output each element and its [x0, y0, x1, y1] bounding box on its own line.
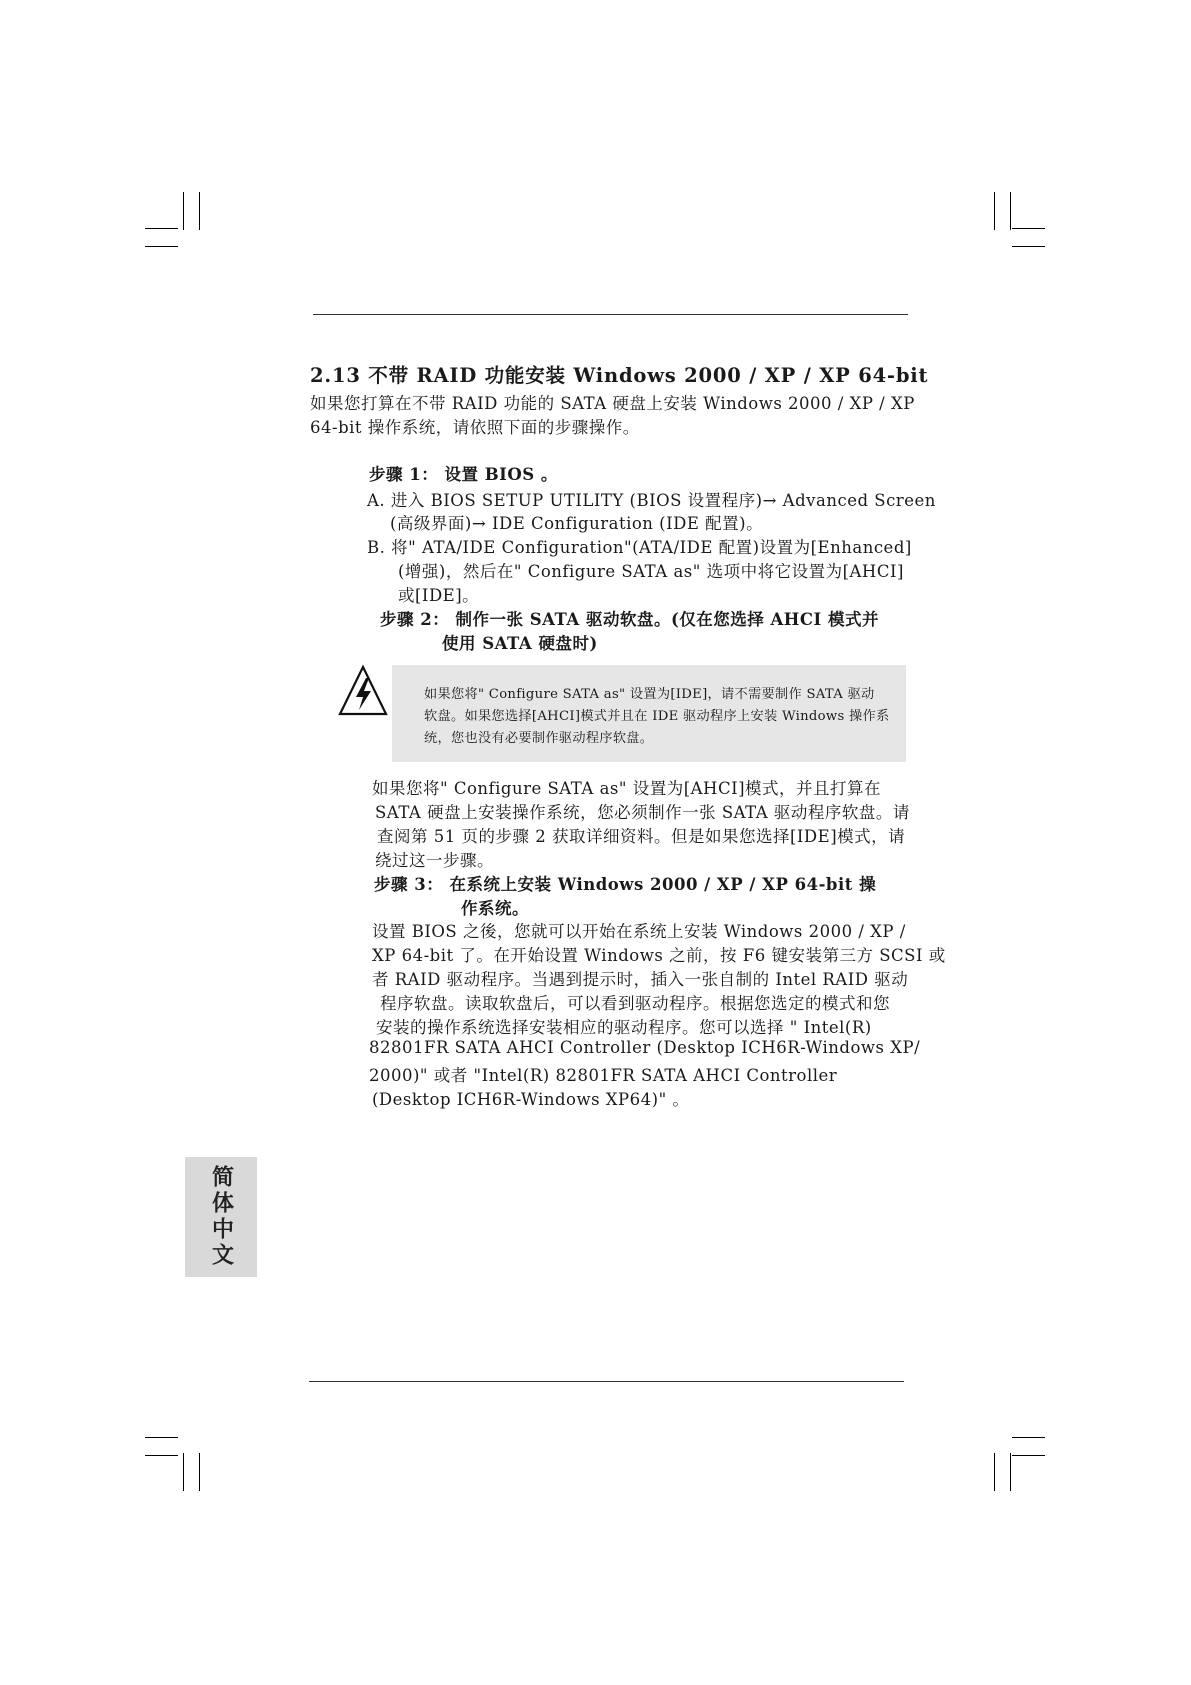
step-3-line: 安装的操作系统选择安装相应的驱动程序。您可以选择 " Intel(R): [376, 1018, 872, 1037]
note-line: 如果您将" Configure SATA as" 设置为[IDE]，请不需要制作 SATA 驱动: [424, 687, 875, 702]
step-3-line: 设置 BIOS 之後，您就可以开始在系统上安装 Windows 2000 / XP /: [372, 922, 906, 941]
paragraph-line: 绕过这一步骤。: [375, 851, 494, 870]
crop-mark: [994, 1453, 995, 1491]
paragraph-line: 查阅第 51 页的步骤 2 获取详细资料。但是如果您选择[IDE]模式，请: [377, 827, 906, 846]
crop-mark: [1010, 192, 1011, 230]
crop-mark: [1012, 228, 1045, 229]
crop-mark: [183, 1453, 184, 1491]
crop-mark: [199, 192, 200, 230]
step-1-line: 或[IDE]。: [398, 586, 480, 605]
intro-line: 64-bit 操作系统，请依照下面的步骤操作。: [310, 418, 640, 437]
step-3-line: XP 64-bit 了。在开始设置 Windows 之前，按 F6 键安装第三方 SCSI 或: [372, 946, 946, 965]
note-line: 统，您也没有必要制作驱动程序软盘。: [424, 731, 654, 746]
step-2-title: 步骤 2： 制作一张 SATA 驱动软盘。(仅在您选择 AHCI 模式并: [380, 610, 879, 629]
paragraph-line: 如果您将" Configure SATA as" 设置为[AHCI]模式，并且打算在: [372, 779, 882, 798]
step-1-line: (增强)，然后在" Configure SATA as" 选项中将它设置为[AHCI]: [398, 562, 904, 581]
crop-mark: [145, 1455, 178, 1456]
crop-mark: [1012, 1455, 1045, 1456]
crop-mark: [145, 246, 178, 247]
crop-mark: [183, 192, 184, 230]
note-box: [392, 665, 906, 762]
step-1-title: 步骤 1： 设置 BIOS 。: [369, 465, 558, 484]
crop-mark: [1010, 1453, 1011, 1491]
step-3-line: 82801FR SATA AHCI Controller (Desktop ICH6R-Windows XP/: [369, 1038, 921, 1057]
language-side-tab: [185, 1157, 257, 1277]
paragraph-line: SATA 硬盘上安装操作系统，您必须制作一张 SATA 驱动程序软盘。请: [375, 803, 910, 822]
section-heading: 2.13 不带 RAID 功能安装 Windows 2000 / XP / XP 64-bit: [310, 364, 929, 387]
crop-mark: [145, 228, 178, 229]
step-3-title: 步骤 3： 在系统上安装 Windows 2000 / XP / XP 64-bit 操: [374, 875, 877, 894]
step-1-line: (高级界面)→ IDE Configuration (IDE 配置)。: [390, 514, 764, 533]
step-1-line: B. 将" ATA/IDE Configuration"(ATA/IDE 配置)设置为[Enhanced]: [367, 538, 912, 557]
warning-triangle-icon: [337, 664, 389, 718]
language-tab-label: 简体中文: [208, 1165, 234, 1269]
note-line: 软盘。如果您选择[AHCI]模式并且在 IDE 驱动程序上安装 Windows 操作系: [424, 709, 890, 724]
step-3-line: 2000)" 或者 "Intel(R) 82801FR SATA AHCI Controller: [369, 1066, 838, 1085]
intro-line: 如果您打算在不带 RAID 功能的 SATA 硬盘上安装 Windows 2000 / XP / XP: [310, 394, 915, 413]
crop-mark: [1012, 246, 1045, 247]
crop-mark: [1012, 1437, 1045, 1438]
step-3-line: (Desktop ICH6R-Windows XP64)" 。: [372, 1090, 690, 1109]
header-rule: [313, 314, 908, 315]
step-3-line: 程序软盘。读取软盘后，可以看到驱动程序。根据您选定的模式和您: [380, 994, 890, 1013]
step-2-title: 使用 SATA 硬盘时): [442, 634, 598, 653]
step-1-line: A. 进入 BIOS SETUP UTILITY (BIOS 设置程序)→ Advanced Screen: [367, 491, 936, 510]
step-3-title: 作系统。: [461, 899, 529, 918]
crop-mark: [145, 1437, 178, 1438]
crop-mark: [199, 1453, 200, 1491]
step-3-line: 者 RAID 驱动程序。当遇到提示时，插入一张自制的 Intel RAID 驱动: [372, 970, 909, 989]
footer-rule: [309, 1381, 904, 1382]
crop-mark: [994, 192, 995, 230]
